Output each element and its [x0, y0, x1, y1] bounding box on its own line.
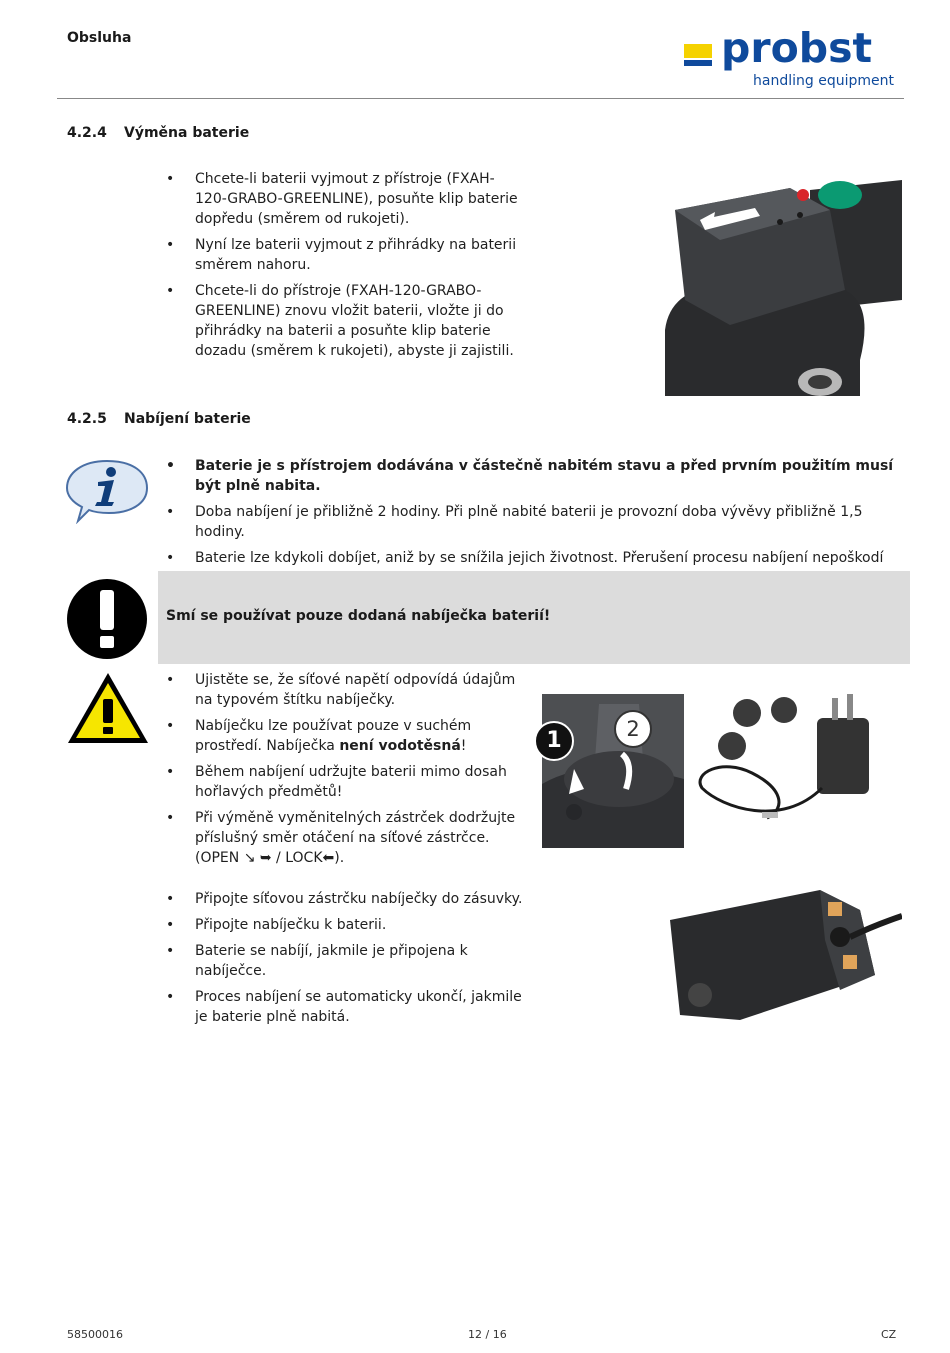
page-number: 12 / 16: [468, 1328, 507, 1341]
list-item: • Doba nabíjení je přibližně 2 hodiny. Při plně nabité baterii je provozní doba vývěvy přibližně 1,5 hodiny.: [166, 502, 906, 542]
list-item: • Baterie se nabíjí, jakmile je připojena k nabíječce.: [166, 941, 526, 981]
heading-number: 4.2.5: [67, 411, 107, 427]
heading-title: Nabíjení baterie: [124, 411, 251, 427]
info-icon: [64, 458, 150, 524]
language-code: CZ: [881, 1328, 897, 1341]
logo-tagline: handling equipment: [753, 73, 894, 89]
doc-number: 58500016: [67, 1328, 123, 1341]
text-part: Nabíječku lze používat pouze v suchém prostředí. Nabíječka: [195, 718, 472, 754]
list-item: • Chcete-li baterii vyjmout z přístroje (FXAH-120-GRABO-GREENLINE), posuňte klip baterie dopředu (směrem od rukojeti).: [166, 169, 526, 229]
plug-rotation-photo: [534, 694, 684, 848]
list-item: • Ujistěte se, že síťové napětí odpovídá údajům na typovém štítku nabíječky.: [166, 670, 526, 710]
battery-replace-list: [166, 169, 526, 367]
heading-title: Výměna baterie: [124, 125, 250, 141]
text-part: !: [460, 738, 467, 754]
bold-text: není vodotěsná: [339, 738, 461, 754]
list-item: • Při výměně vyměnitelných zástrček dodržujte příslušný směr otáčení na síťové zástrčce. (OPEN ↘ ➥ / LOCK⬅).: [166, 808, 526, 868]
probst-logo: [683, 24, 898, 94]
list-item: • Baterie je s přístrojem dodávána v částečně nabitém stavu a před prvním použitím musí být plně nabita.: [166, 456, 906, 496]
list-item: • Proces nabíjení se automaticky ukončí, jakmile je baterie plně nabitá.: [166, 987, 526, 1027]
battery-charging-photo: [660, 880, 902, 1036]
header-divider: [57, 98, 904, 99]
charger-photo: [692, 688, 882, 848]
list-item: • Připojte nabíječku k baterii.: [166, 915, 526, 935]
logo-mark-icon: [684, 44, 712, 66]
battery-clip-photo: [660, 170, 902, 396]
warning-triangle-icon: [66, 671, 150, 745]
charging-steps-list: [166, 889, 526, 1033]
list-item: • Připojte síťovou zástrčku nabíječky do zásuvky.: [166, 889, 526, 909]
list-item: [166, 716, 526, 756]
section-header-title: Obsluha: [67, 30, 132, 46]
logo-word: probst: [721, 24, 873, 72]
list-item: • Baterie lze kdykoli dobíjet, aniž by se snížila jejich životnost. Přerušení procesu nabíjení nepoškodí: [166, 548, 906, 588]
step-2-badge: 2: [614, 710, 652, 748]
list-item: • Během nabíjení udržujte baterii mimo dosah hořlavých předmětů!: [166, 762, 526, 802]
list-item: • Nyní lze baterii vyjmout z přihrádky na baterii směrem nahoru.: [166, 235, 526, 275]
charger-caution-list: [166, 670, 526, 874]
warning-text: Smí se používat pouze dodaná nabíječka baterií!: [166, 608, 551, 624]
step-1-badge: 1: [534, 721, 574, 761]
exclamation-icon: [66, 578, 148, 660]
list-item: • Chcete-li do přístroje (FXAH-120-GRABO-GREENLINE) znovu vložit baterii, vložte ji do přihrádky na baterii a posuňte klip baterie dozadu (směrem k rukojeti), abyste ji zajistili.: [166, 281, 526, 361]
heading-number: 4.2.4: [67, 125, 107, 141]
